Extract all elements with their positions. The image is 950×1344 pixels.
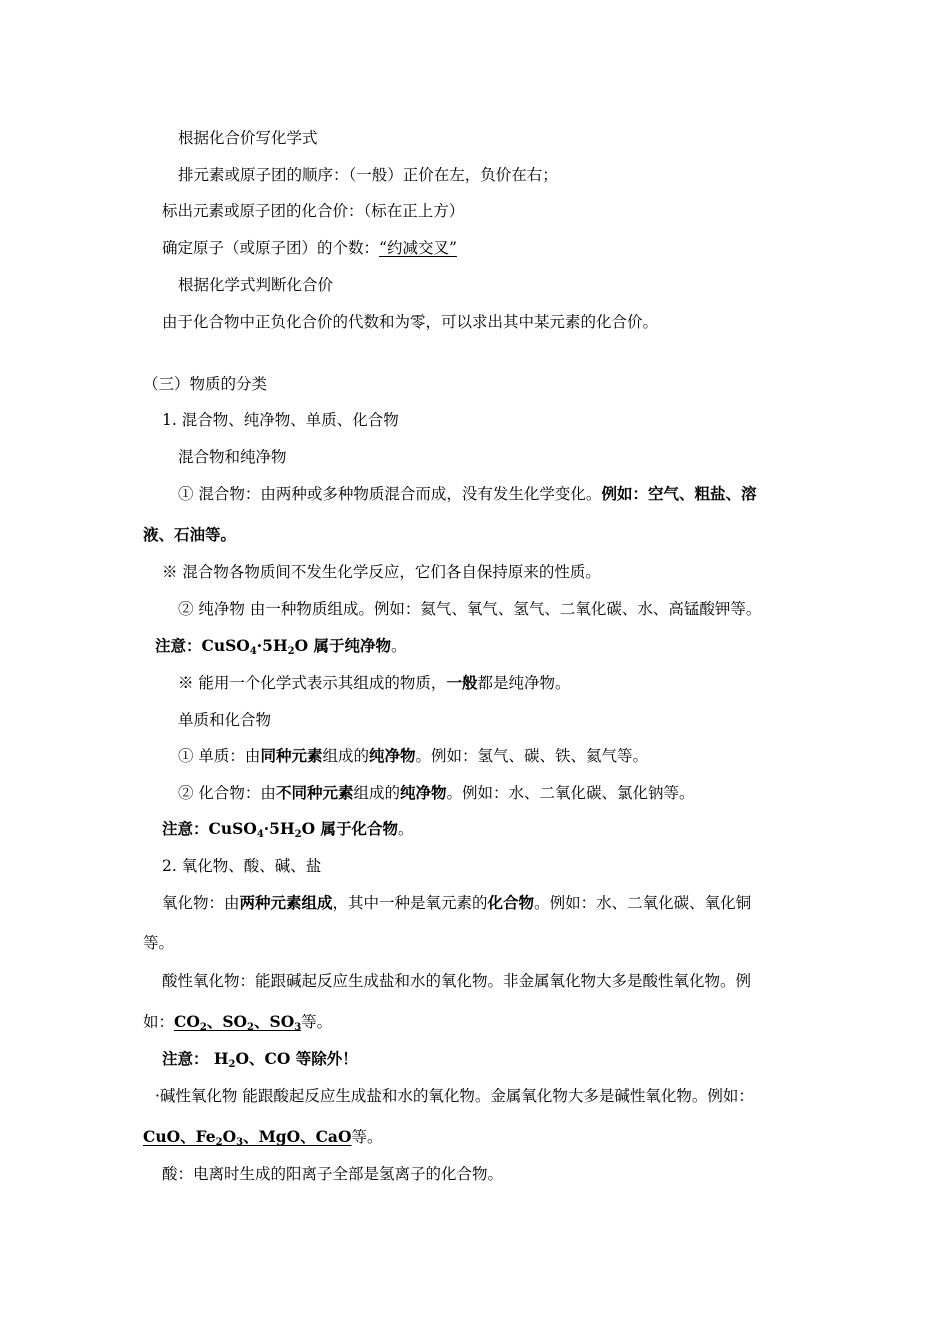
paragraph-acidic-oxide: 酸性氧化物：能跟碱起反应生成盐和水的氧化物。非金属氧化物大多是酸性氧化物。例 [162,972,752,990]
paragraph-element-order: 排元素或原子团的顺序：（一般）正价在左，负价在右； [178,166,558,184]
underlined-cross-rule: “约减交叉” [379,239,457,257]
paragraph-pure-def: ② 纯净物 由一种物质组成。例如：氦气、氧气、氢气、二氧化碳、水、高锰酸钾等。 [178,600,762,618]
paragraph-basic-oxide: ·碱性氧化物 能跟酸起反应生成盐和水的氧化物。金属氧化物大多是碱性氧化物。例如： [155,1087,754,1105]
paragraph-acid-def: 酸：电离时生成的阳离子全部是氢离子的化合物。 [162,1165,504,1183]
note-exceptions: 注意： $H_2O$、CO 等除外！ [162,1049,358,1070]
subsection-title-1: 1. 混合物、纯净物、单质、化合物 [162,411,399,429]
note-cuso4-pure: 注意：$CuSO_4\cdot 5H_2O$ 属于纯净物。 [155,636,407,657]
section-title-classification: （三）物质的分类 [143,375,268,393]
paragraph-basic-oxide-examples: CuO、$Fe_2O_3$、MgO、CaO等。 [143,1127,383,1148]
paragraph-oxide-def: 氧化物：由两种元素组成，其中一种是氧元素的化合物。例如：水、二氧化碳、氧化铜 [162,893,752,912]
paragraph-element-def: ① 单质：由同种元素组成的纯净物。例如：氢气、碳、铁、氦气等。 [178,746,648,765]
paragraph-mixture-def-cont: 液、石油等。 [143,525,237,544]
subsection-title-2: 2. 氧化物、酸、碱、盐 [162,857,322,875]
heading-judge-valence: 根据化学式判断化合价 [178,276,334,294]
heading-element-compound: 单质和化合物 [178,711,272,729]
note-cuso4-compound: 注意：$CuSO_4\cdot 5H_2O$ 属于化合物。 [162,819,414,840]
note-one-formula: ※ 能用一个化学式表示其组成的物质，一般都是纯净物。 [178,673,571,692]
underlined-basic-oxides: CuO、$Fe_2O_3$、MgO、CaO [143,1127,352,1148]
paragraph-algebraic-sum: 由于化合物中正负化合价的代数和为零，可以求出其中某元素的化合价。 [162,313,659,331]
note-mixture-property: ※ 混合物各物质间不发生化学反应，它们各自保持原来的性质。 [162,563,601,581]
paragraph-compound-def: ② 化合物：由不同种元素组成的纯净物。例如：水、二氧化碳、氯化钠等。 [178,783,695,802]
paragraph-oxide-def-cont: 等。 [143,934,175,952]
paragraph-atom-count: 确定原子（或原子团）的个数：“约减交叉” [162,239,457,257]
paragraph-mark-valence: 标出元素或原子团的化合价：（标在正上方） [162,202,465,220]
heading-mixture-pure: 混合物和纯净物 [178,448,287,466]
paragraph-mixture-def: ① 混合物：由两种或多种物质混合而成，没有发生化学变化。例如：空气、粗盐、溶 [178,484,757,503]
heading-write-formula: 根据化合价写化学式 [178,129,318,147]
paragraph-acidic-oxide-examples: 如：$CO_2$、$SO_2$、$SO_3$等。 [143,1012,333,1033]
underlined-acidic-oxides: $CO_2$、$SO_2$、$SO_3$ [174,1012,302,1033]
